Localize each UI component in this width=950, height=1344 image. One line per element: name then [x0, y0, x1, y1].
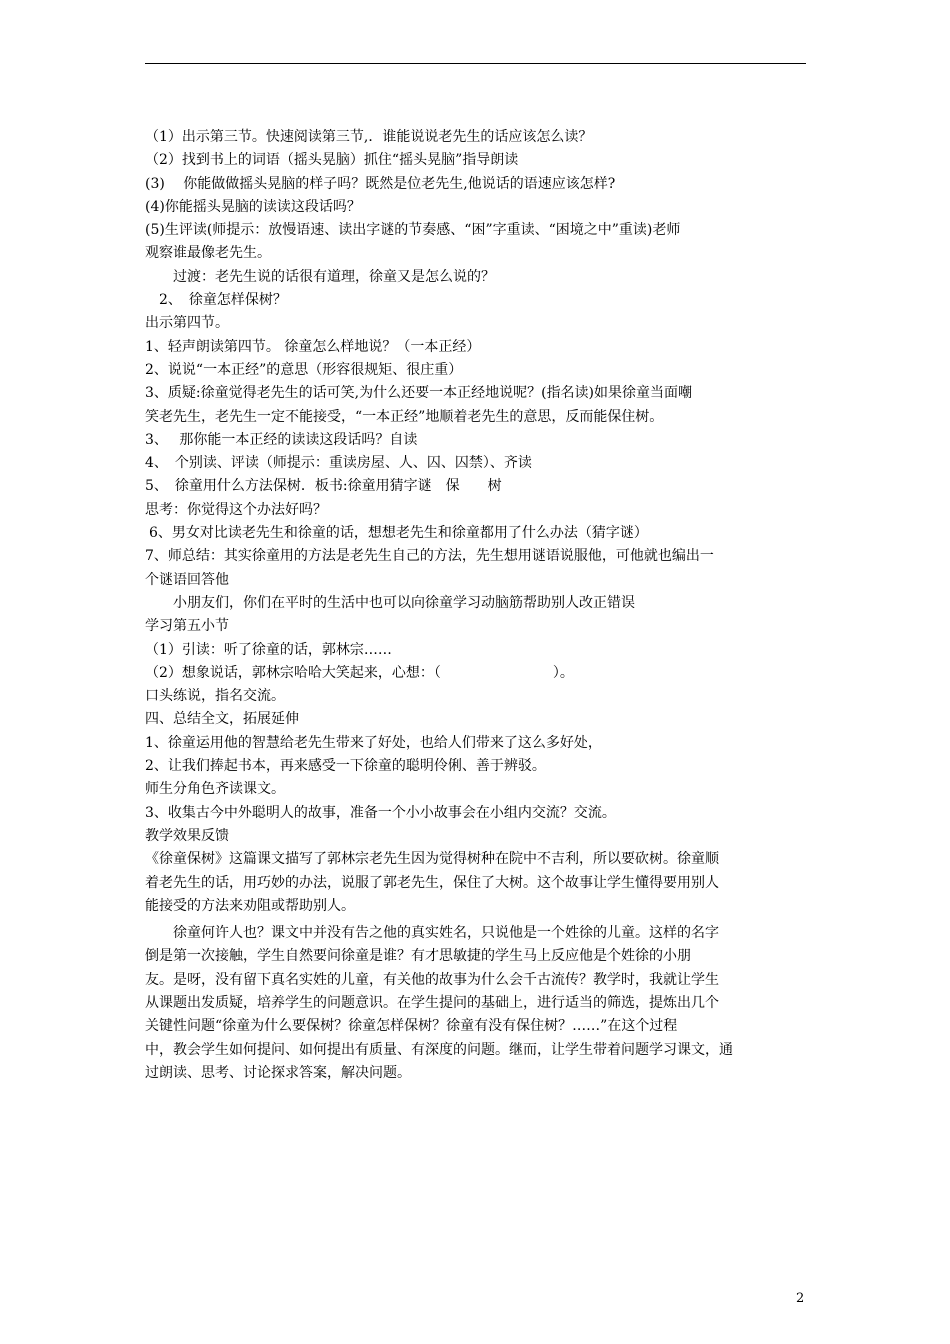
text-line: 中，教会学生如何提问、如何提出有质量、有深度的问题。继而，让学生带着问题学习课文，通 — [145, 1041, 733, 1058]
text-line: 友。是呀，没有留下真名实姓的儿童，有关他的故事为什么会千古流传？教学时，我就让学生 — [145, 971, 719, 988]
text-line: (3) 你能做做摇头晃脑的样子吗？既然是位老先生,他说话的语速应该怎样? — [145, 175, 616, 192]
text-line: 3、质疑:徐童觉得老先生的话可笑,为什么还要一本正经地说呢？(指名读)如果徐童当面嘲 — [145, 385, 692, 402]
text-line: 6、男女对比读老先生和徐童的话，想想老先生和徐童都用了什么办法（猜字谜） — [149, 525, 648, 542]
text-line: 出示第四节。 — [145, 315, 229, 332]
text-line: 4、 个别读、评读（师提示：重读房屋、人、囚、囚禁）、齐读 — [145, 455, 532, 472]
text-line: 1、轻声朗读第四节。 徐童怎么样地说？（一本正经） — [145, 338, 481, 355]
text-line: 口头练说，指名交流。 — [145, 688, 285, 705]
text-line: 能接受的方法来劝阻或帮助别人。 — [145, 897, 355, 914]
page-number: 2 — [796, 1291, 805, 1306]
text-line: (4)你能摇头晃脑的读读这段话吗？ — [145, 198, 361, 215]
text-line: 3、收集古今中外聪明人的故事，准备一个小小故事会在小组内交流？交流。 — [145, 804, 616, 821]
text-line: （2）找到书上的词语（摇头晃脑）抓住“摇头晃脑”指导朗读 — [145, 152, 519, 169]
text-line: 思考：你觉得这个办法好吗？ — [145, 501, 327, 518]
text-line: 过渡：老先生说的话很有道理，徐童又是怎么说的？ — [173, 268, 495, 285]
text-line: 着老先生的话，用巧妙的办法，说服了郭老先生，保住了大树。这个故事让学生懂得要用别人 — [145, 874, 719, 891]
text-line: （1）出示第三节。快速阅读第三节,．谁能说说老先生的话应该怎么读？ — [145, 129, 593, 145]
text-line: 倒是第一次接触，学生自然要问徐童是谁？有才思敏捷的学生马上反应他是个姓徐的小朋 — [145, 948, 691, 965]
text-line: 1、徐童运用他的智慧给老先生带来了好处，也给人们带来了这么多好处， — [145, 734, 602, 751]
text-line: 从课题出发质疑，培养学生的问题意识。在学生提问的基础上，进行适当的筛选，提炼出几个 — [145, 994, 719, 1011]
text-line: 《徐童保树》这篇课文描写了郭林宗老先生因为觉得树种在院中不吉利，所以要砍树。徐童顺 — [145, 851, 719, 868]
text-line: 过朗读、思考、讨论探求答案，解决问题。 — [145, 1064, 411, 1081]
text-line: （1）引读：听了徐童的话，郭林宗…… — [145, 641, 392, 658]
text-line: 观察谁最像老先生。 — [145, 245, 271, 262]
text-line: (5)生评读(师提示：放慢语速、读出字谜的节奏感、“困”字重读、“困境之中”重读)老师 — [145, 222, 681, 239]
document-body — [145, 126, 810, 1085]
text-line: 2、 徐童怎样保树？ — [159, 292, 287, 309]
text-line: 笑老先生，老先生一定不能接受，“一本正经”地顺着老先生的意思，反而能保住树。 — [145, 408, 664, 425]
section-heading: 四、总结全文，拓展延伸 — [145, 711, 299, 728]
text-line: 3、 那你能一本正经的读读这段话吗？自读 — [145, 431, 418, 448]
text-line: 2、让我们捧起书本，再来感受一下徐童的聪明伶俐、善于辨驳。 — [145, 758, 546, 775]
text-line: 2、说说“一本正经”的意思（形容很规矩、很庄重） — [145, 361, 463, 378]
header-rule — [145, 63, 806, 64]
text-line: 5、 徐童用什么方法保树．板书:徐童用猜字谜 保 树 — [145, 478, 502, 495]
text-line: 7、师总结：其实徐童用的方法是老先生自己的方法，先生想用谜语说服他，可他就也编出一 — [145, 548, 714, 565]
text-line: 师生分角色齐读课文。 — [145, 781, 285, 798]
section-heading: 教学效果反馈 — [145, 827, 229, 844]
text-line: 学习第五小节 — [145, 618, 229, 635]
text-line: （2）想象说话，郭林宗哈哈大笑起来，心想：（ ）。 — [145, 664, 574, 681]
text-line: 徐童何许人也？课文中并没有告之他的真实姓名，只说他是一个姓徐的儿童。这样的名字 — [173, 925, 719, 942]
text-line: 关键性问题“徐童为什么要保树？徐童怎样保树？徐童有没有保住树？……”在这个过程 — [145, 1018, 678, 1035]
text-line: 小朋友们，你们在平时的生活中也可以向徐童学习动脑筋帮助别人改正错误 — [173, 594, 635, 611]
text-line: 个谜语回答他 — [145, 571, 229, 588]
